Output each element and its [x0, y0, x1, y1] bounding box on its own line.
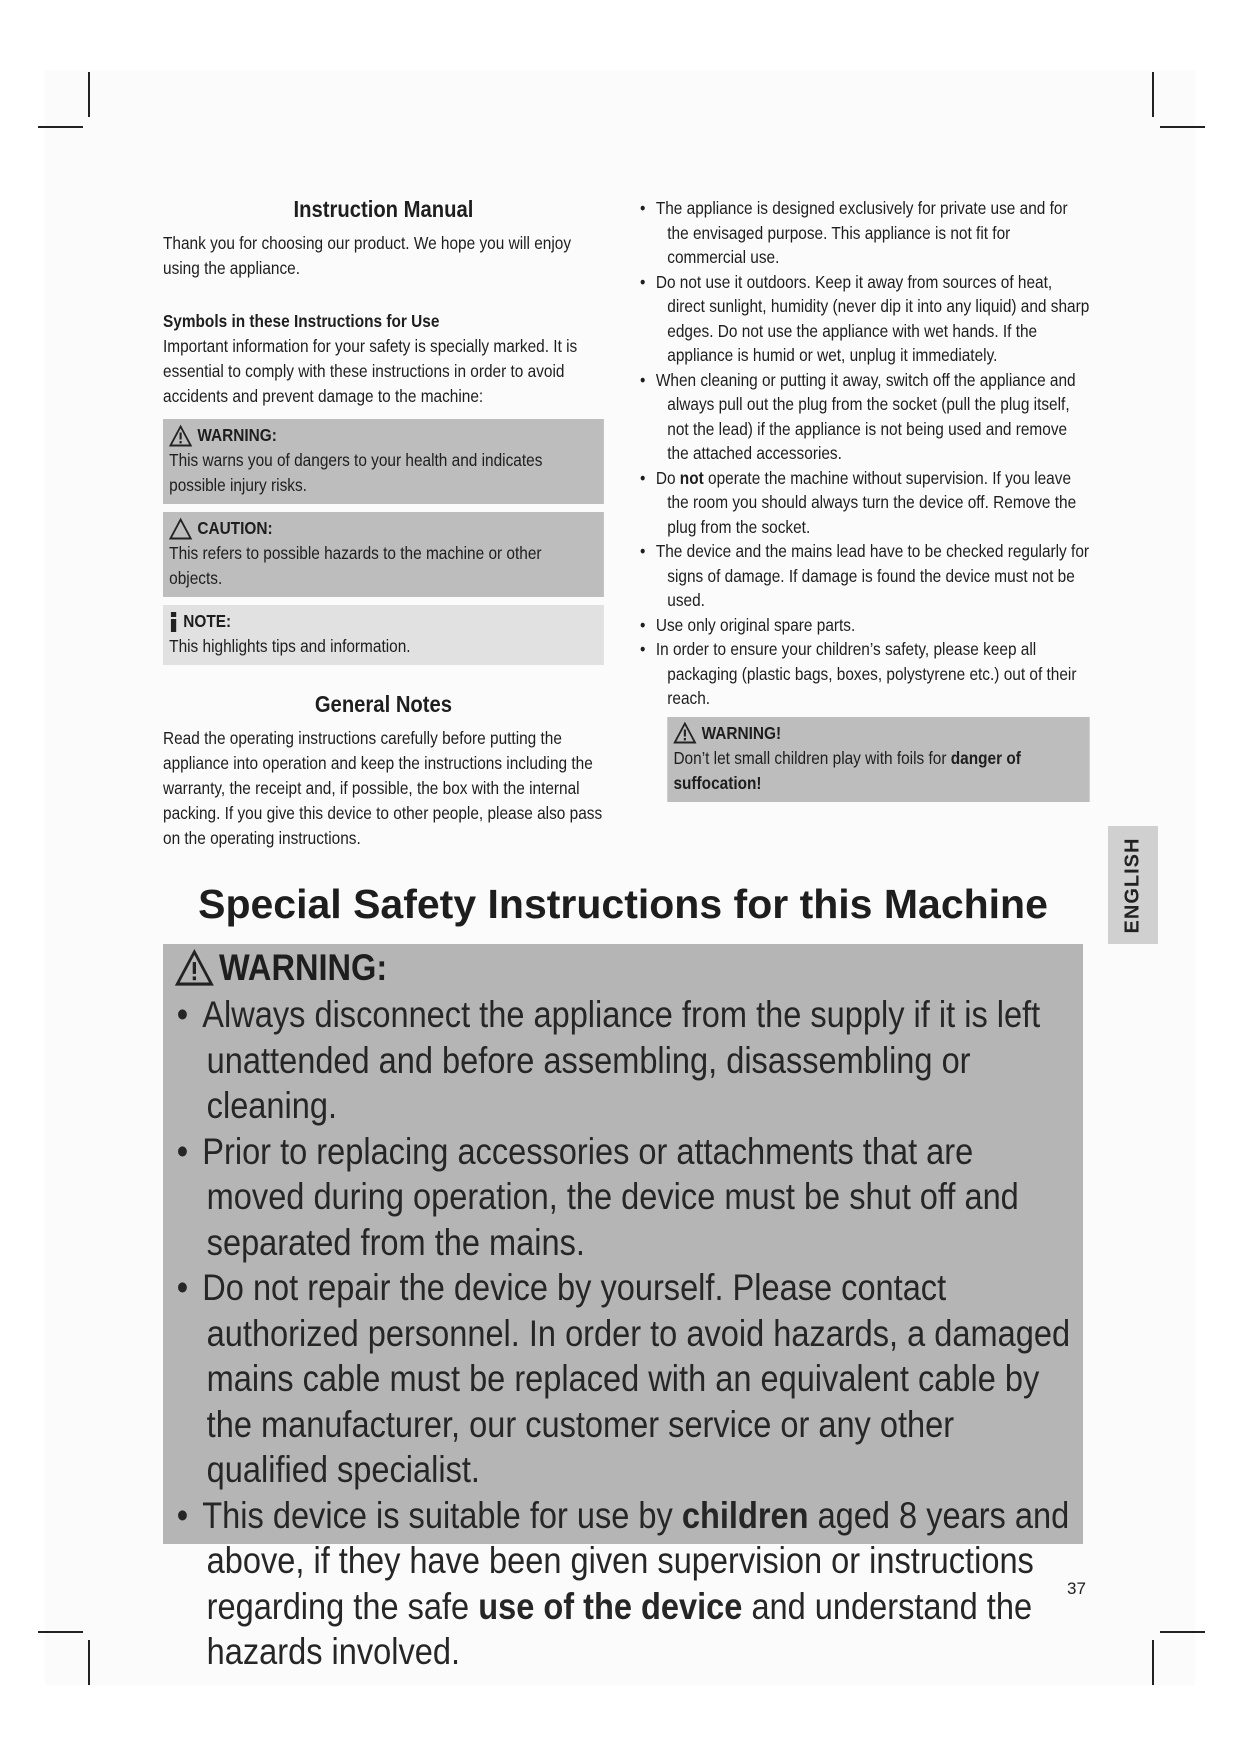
info-icon	[169, 611, 178, 633]
caution-box	[163, 512, 604, 597]
caution-box-text: This refers to possible hazards to the machine or other objects.	[169, 543, 542, 588]
crop-mark	[88, 1640, 90, 1685]
list-item: • Always disconnect the appliance from the supply if it is left unattended and before assembling, disassembling or cleaning.	[175, 992, 1073, 1129]
warning-triangle-icon	[175, 949, 214, 987]
list-item: • Use only original spare parts.	[640, 613, 1090, 638]
crop-mark	[1160, 1631, 1205, 1633]
list-item: • In order to ensure your children’s safety, please keep all packaging (plastic bags, boxes, polystyrene etc.) out of their reach.	[640, 637, 1090, 711]
crop-mark	[88, 72, 90, 117]
manual-title: Instruction Manual	[293, 196, 474, 222]
right-column	[640, 196, 1090, 802]
crop-mark	[38, 126, 83, 128]
list-item: • The device and the mains lead have to be checked regularly for signs of damage. If damage is found the device must not be used.	[640, 539, 1090, 613]
page-number: 37	[1067, 1579, 1086, 1598]
symbols-heading: Symbols in these Instructions for Use	[163, 311, 440, 331]
list-item: • Do not operate the machine without supervision. If you leave the room you should always turn the device off. Remove the plug from the socket.	[640, 466, 1090, 540]
caution-triangle-icon	[169, 518, 192, 540]
special-safety-heading: Special Safety Instructions for this Machine	[198, 881, 1048, 927]
crop-mark	[1160, 126, 1205, 128]
note-box-text: This highlights tips and information.	[169, 636, 411, 656]
symbols-text: Important information for your safety is specially marked. It is essential to comply with these instructions in order to avoid accidents and prevent damage to the machine:	[163, 336, 578, 406]
suffocation-warning-title: WARNING!	[701, 722, 782, 743]
general-notes-text: Read the operating instructions carefully before putting the appliance into operation and keep the instructions including the warranty, the receipt and, if possible, the box with the internal packing. If you give this device to other people, please also pass on the operating instructions.	[163, 728, 603, 848]
list-item: • This device is suitable for use by children aged 8 years and above, if they have been given supervision or instructions regarding the safe use of the device and understand the hazards involved.	[175, 1493, 1073, 1675]
language-tab	[1108, 826, 1158, 944]
caution-box-title: CAUTION:	[197, 518, 273, 538]
suffocation-warning-text: Don’t let small children play with foils for danger of suffocation!	[673, 747, 1021, 793]
list-item: • Do not use it outdoors. Keep it away from sources of heat, direct sunlight, humidity (never dip it into any liquid) and sharp edges. Do not use the appliance with wet hands. If the appliance is humid or wet, unplug it immediately.	[640, 270, 1090, 368]
intro-text: Thank you for choosing our product. We hope you will enjoy using the appliance.	[163, 233, 572, 278]
warning-triangle-icon	[673, 722, 696, 744]
crop-mark	[38, 1631, 83, 1633]
warning-triangle-icon	[169, 425, 192, 447]
crop-mark	[1152, 1640, 1154, 1685]
special-warning-list	[175, 992, 1073, 1675]
language-tab-label: ENGLISH	[1121, 837, 1144, 933]
note-box-title: NOTE:	[183, 611, 232, 631]
crop-mark	[1152, 72, 1154, 117]
warning-box	[163, 419, 604, 504]
warning-box-title: WARNING:	[197, 425, 277, 445]
suffocation-warning-box	[667, 717, 1089, 802]
general-notes-heading: General Notes	[314, 691, 453, 717]
list-item: • Do not repair the device by yourself. Please contact authorized personnel. In order to avoid hazards, a damaged mains cable must be replaced with an equivalent cable by the manufacturer, our customer service or any other qualified specialist.	[175, 1265, 1073, 1493]
special-warning-title: WARNING:	[219, 947, 388, 988]
list-item: • The appliance is designed exclusively for private use and for the envisaged purpose. This appliance is not fit for commercial use.	[640, 196, 1090, 270]
list-item: • When cleaning or putting it away, switch off the appliance and always pull out the plug from the socket (pull the plug itself, not the lead) if the appliance is not being used and remove the attached accessories.	[640, 368, 1090, 466]
note-box	[163, 605, 604, 665]
safety-bullets	[640, 196, 1090, 711]
list-item: • Prior to replacing accessories or attachments that are moved during operation, the device must be shut off and separated from the mains.	[175, 1129, 1073, 1266]
warning-box-text: This warns you of dangers to your health and indicates possible injury risks.	[169, 450, 543, 495]
left-column	[163, 196, 604, 851]
